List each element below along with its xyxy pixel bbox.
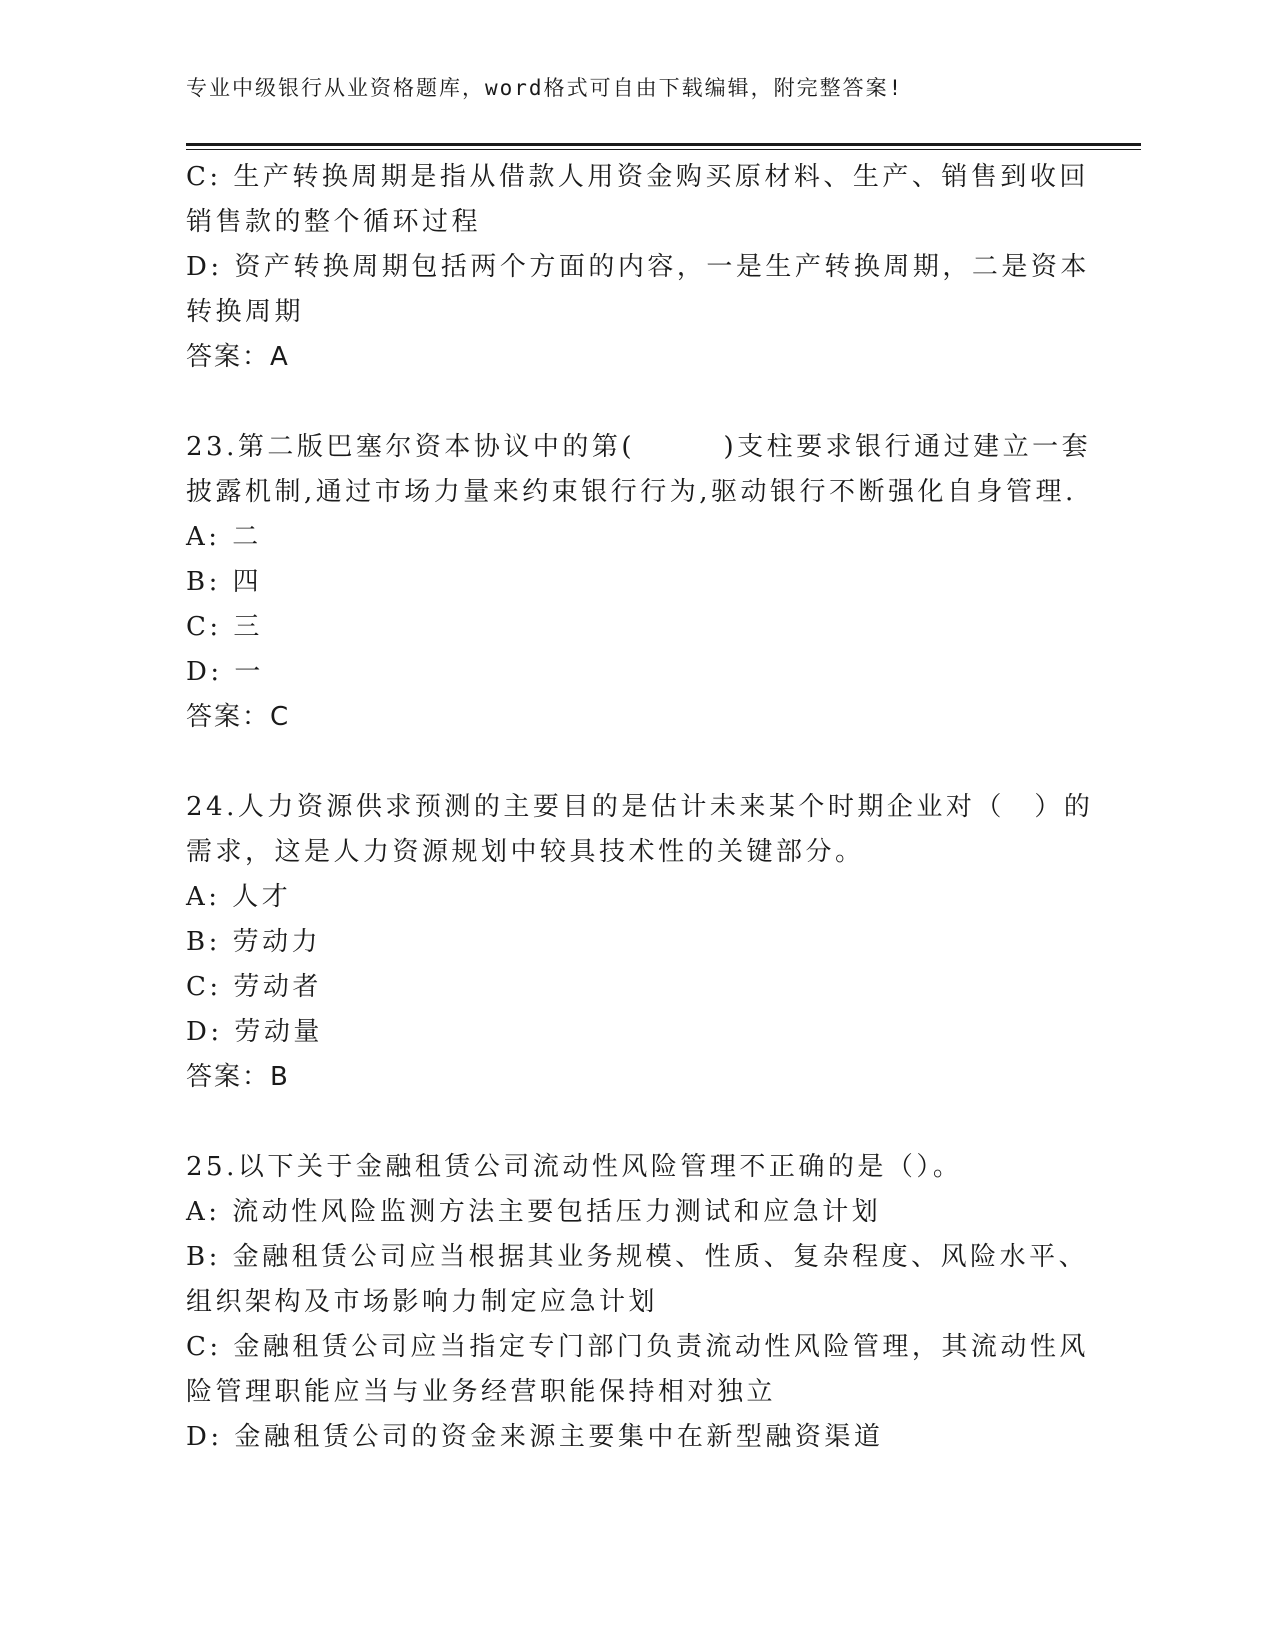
option-c-line-1: C: 生产转换周期是指从借款人用资金购买原材料、生产、销售到收回 [186,162,1089,192]
option-d: D: 一 [186,657,264,687]
prev-question [186,155,1090,380]
option-b-line-2: 组织架构及市场影响力制定应急计划 [186,1287,659,1317]
option-d-line-1: D: 资产转换周期包括两个方面的内容，一是生产转换周期，二是资本 [186,252,1090,282]
question-text-line-2: 披露机制,通过市场力量来约束银行行为,驱动银行不断强化自身管理. [186,477,1077,507]
option-d: D: 金融租赁公司的资金来源主要集中在新型融资渠道 [186,1422,884,1452]
option-d-line-2: 转换周期 [186,297,305,327]
option-c: C: 三 [186,612,263,642]
page-header: 专业中级银行从业资格题库，word格式可自由下载编辑，附完整答案! [186,76,904,100]
option-c: C: 劳动者 [186,972,322,1002]
question-24 [186,785,1094,1100]
option-a: A: 流动性风险监测方法主要包括压力测试和应急计划 [186,1197,882,1227]
option-b-line-1: B: 金融租赁公司应当根据其业务规模、性质、复杂程度、风险水平、 [186,1242,1089,1272]
document-body [186,155,1094,1460]
option-c-line-2: 险管理职能应当与业务经营职能保持相对独立 [186,1377,777,1407]
option-a: A: 二 [186,522,262,552]
option-b: B: 劳动力 [186,927,322,957]
header-rule-thick [186,143,1141,146]
header-rule-thin [186,149,1141,150]
spacer [186,740,1066,785]
option-d: D: 劳动量 [186,1017,323,1047]
question-text-line-1: 25.以下关于金融租赁公司流动性风险管理不正确的是（）。 [186,1152,963,1182]
question-text-line-1: 24.人力资源供求预测的主要目的是估计未来某个时期企业对（ ）的 [186,792,1094,822]
option-c-line-1: C: 金融租赁公司应当指定专门部门负责流动性风险管理，其流动性风 [186,1332,1089,1362]
option-b: B: 四 [186,567,263,597]
question-25 [186,1145,1089,1460]
option-a: A: 人才 [186,882,292,912]
spacer [186,1100,1066,1145]
answer: 答案：C [186,702,291,732]
answer: 答案：B [186,1062,290,1092]
option-c-line-2: 销售款的整个循环过程 [186,207,482,237]
answer: 答案：A [186,342,290,372]
question-23 [186,425,1092,740]
question-text-line-1: 23.第二版巴塞尔资本协议中的第( )支柱要求银行通过建立一套 [186,432,1092,462]
spacer [186,380,1066,425]
question-text-line-2: 需求，这是人力资源规划中较具技术性的关键部分。 [186,837,865,867]
